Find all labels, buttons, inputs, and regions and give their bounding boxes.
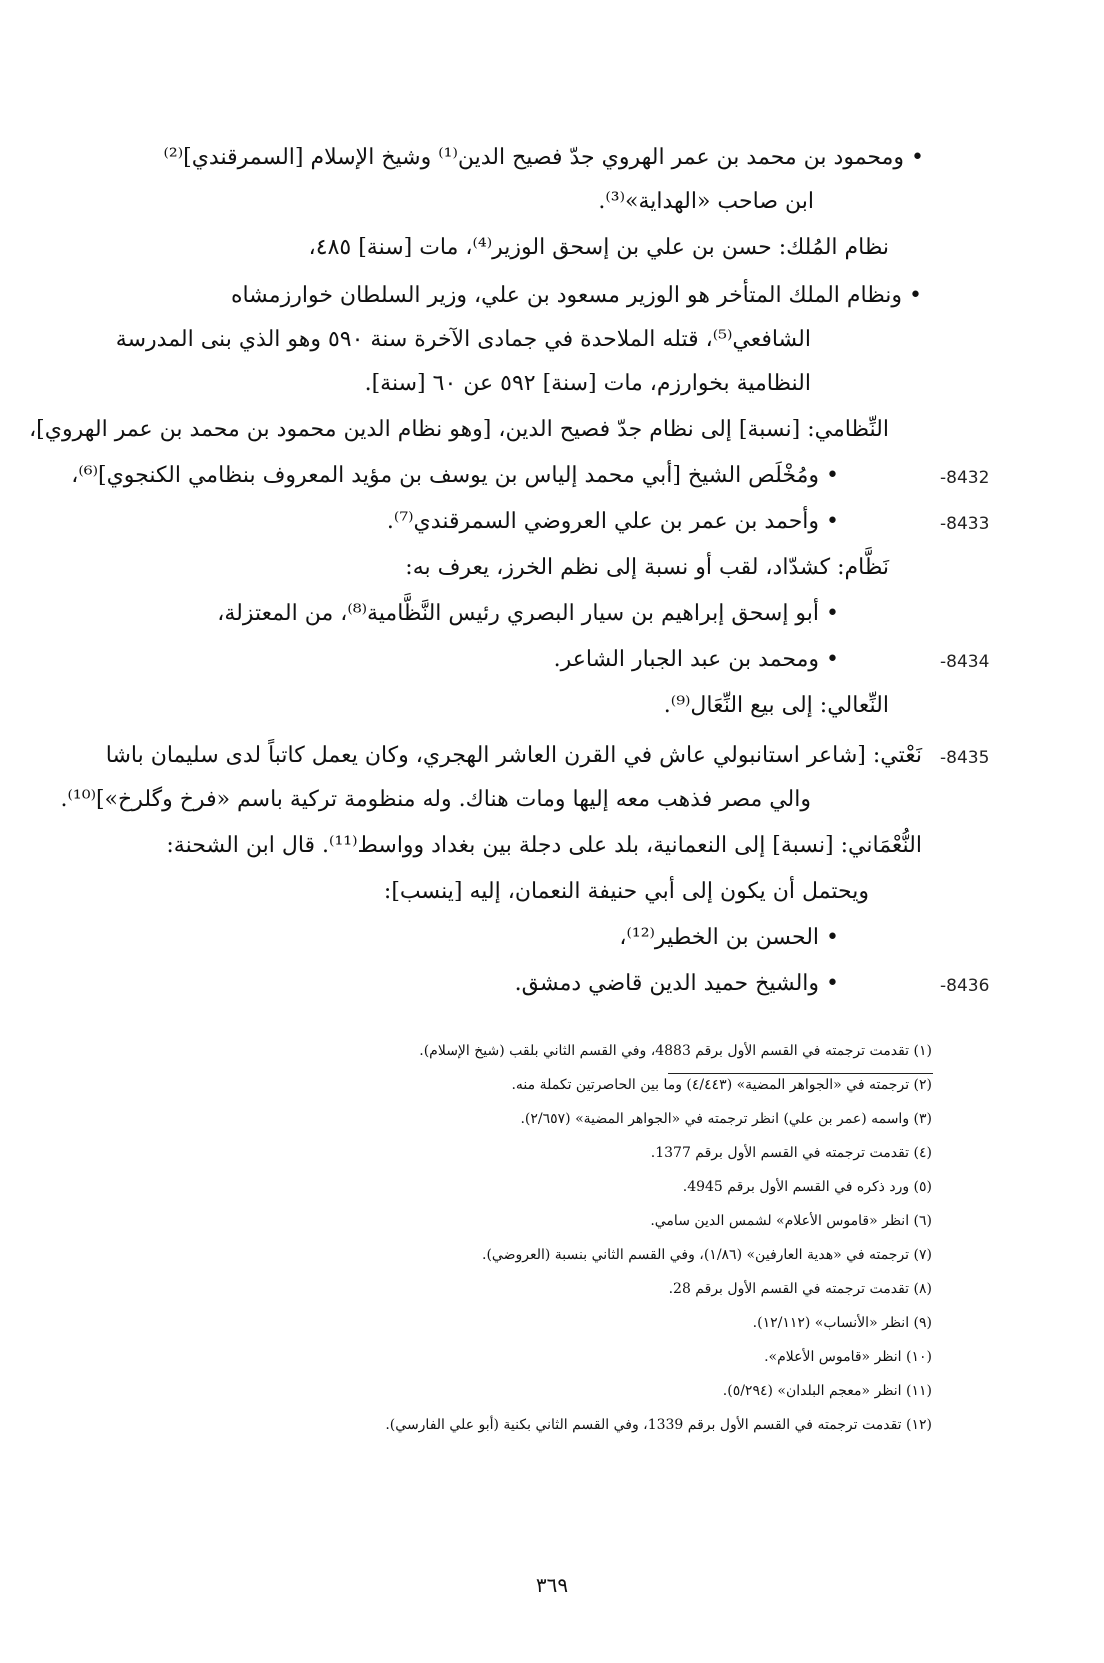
entry-heading: نَظَّام: كشدّاد، لقب أو نسبة إلى نظم الخرز، يعرف به: <box>405 555 889 580</box>
entry-heading: النُّعْمَاني: [نسبة] إلى النعمانية، بلد على دجلة بين بغداد وواسط⁽¹¹⁾. قال ابن الشحنة: <box>166 833 922 858</box>
body-line: • والشيخ حميد الدين قاضي دمشق. <box>514 971 839 996</box>
footnote: (٤) تقدمت ترجمته في القسم الأول برقم 1377. <box>650 1145 932 1161</box>
footnote: (٩) انظر «الأنساب» (١٢/١١٢). <box>752 1315 932 1331</box>
footnote: (١٢) تقدمت ترجمته في القسم الأول برقم 1339، وفي القسم الثاني بكنية (أبو علي الفارسي). <box>385 1417 932 1433</box>
entry-heading: نَعْتي: [شاعر استانبولي عاش في القرن العاشر الهجري، وكان يعمل كاتباً لدى سليمان باشا <box>105 743 922 768</box>
body-line: ويحتمل أن يكون إلى أبي حنيفة النعمان، إليه [ينسب]: <box>383 879 869 904</box>
body-line: ابن صاحب «الهداية»⁽³⁾. <box>598 189 814 214</box>
body-line: • الحسن بن الخطير⁽¹²⁾، <box>619 925 839 950</box>
entry-number: -8433 <box>940 514 990 534</box>
entry-number: -8434 <box>940 652 990 672</box>
body-line: • ومُخْلَص الشيخ [أبي محمد إلياس بن يوسف بن مؤيد المعروف بنظامي الكنجوي]⁽⁶⁾، <box>71 463 839 488</box>
entry-heading: النِّظامي: [نسبة] إلى نظام جدّ فصيح الدين، [وهو نظام الدين محمود بن محمد بن عمر الهروي]، <box>29 417 889 442</box>
body-line: النظامية بخوارزم، مات [سنة] ٥٩٢ عن ٦٠ [سنة]. <box>364 371 811 396</box>
footnote: (٥) ورد ذكره في القسم الأول برقم 4945. <box>682 1179 932 1195</box>
body-line: • ومحمد بن عبد الجبار الشاعر. <box>553 647 839 672</box>
footnote-divider <box>668 1073 933 1074</box>
footnote: (٢) ترجمته في «الجواهر المضية» (٤/٤٤٣) وما بين الحاصرتين تكملة منه. <box>511 1077 932 1093</box>
footnote: (٣) واسمه (عمر بن علي) انظر ترجمته في «الجواهر المضية» (٢/٦٥٧). <box>520 1111 932 1127</box>
footnote: (٧) ترجمته في «هدية العارفين» (١/٨٦)، وفي القسم الثاني بنسبة (العروضي). <box>482 1247 932 1263</box>
body-line: • ومحمود بن محمد بن عمر الهروي جدّ فصيح الدين⁽¹⁾ وشيخ الإسلام [السمرقندي]⁽²⁾ <box>163 145 924 170</box>
entry-number: -8436 <box>940 976 990 996</box>
entry-number: -8435 <box>940 748 990 768</box>
body-line: • ونظام الملك المتأخر هو الوزير مسعود بن علي، وزير السلطان خوارزمشاه <box>230 283 922 308</box>
page-number: ٣٦٩ <box>535 1573 569 1597</box>
footnote: (٨) تقدمت ترجمته في القسم الأول برقم 28. <box>668 1281 932 1297</box>
footnote: (٦) انظر «قاموس الأعلام» لشمس الدين سامي. <box>650 1213 932 1229</box>
body-line: والي مصر فذهب معه إليها ومات هناك. وله منظومة تركية باسم «فرخ وگلرخ»]⁽¹⁰⁾. <box>60 787 811 812</box>
body-line: • أبو إسحق إبراهيم بن سيار البصري رئيس النَّظَّامية⁽⁸⁾، من المعتزلة، <box>217 601 839 626</box>
body-line: • وأحمد بن عمر بن علي العروضي السمرقندي⁽⁷⁾. <box>386 509 839 534</box>
body-line: الشافعي⁽⁵⁾، قتله الملاحدة في جمادى الآخرة سنة ٥٩٠ وهو الذي بنى المدرسة <box>115 327 811 352</box>
entry-heading: النِّعالي: إلى بيع النِّعَال⁽⁹⁾. <box>663 693 889 718</box>
footnote: (١١) انظر «معجم البلدان» (٥/٢٩٤). <box>722 1383 932 1399</box>
entry-heading: نظام المُلك: حسن بن علي بن إسحق الوزير⁽⁴⁾، مات [سنة] ٤٨٥، <box>308 235 889 260</box>
footnote: (١) تقدمت ترجمته في القسم الأول برقم 4883، وفي القسم الثاني بلقب (شيخ الإسلام). <box>419 1043 932 1059</box>
footnote: (١٠) انظر «قاموس الأعلام». <box>764 1349 932 1365</box>
entry-number: -8432 <box>940 468 990 488</box>
